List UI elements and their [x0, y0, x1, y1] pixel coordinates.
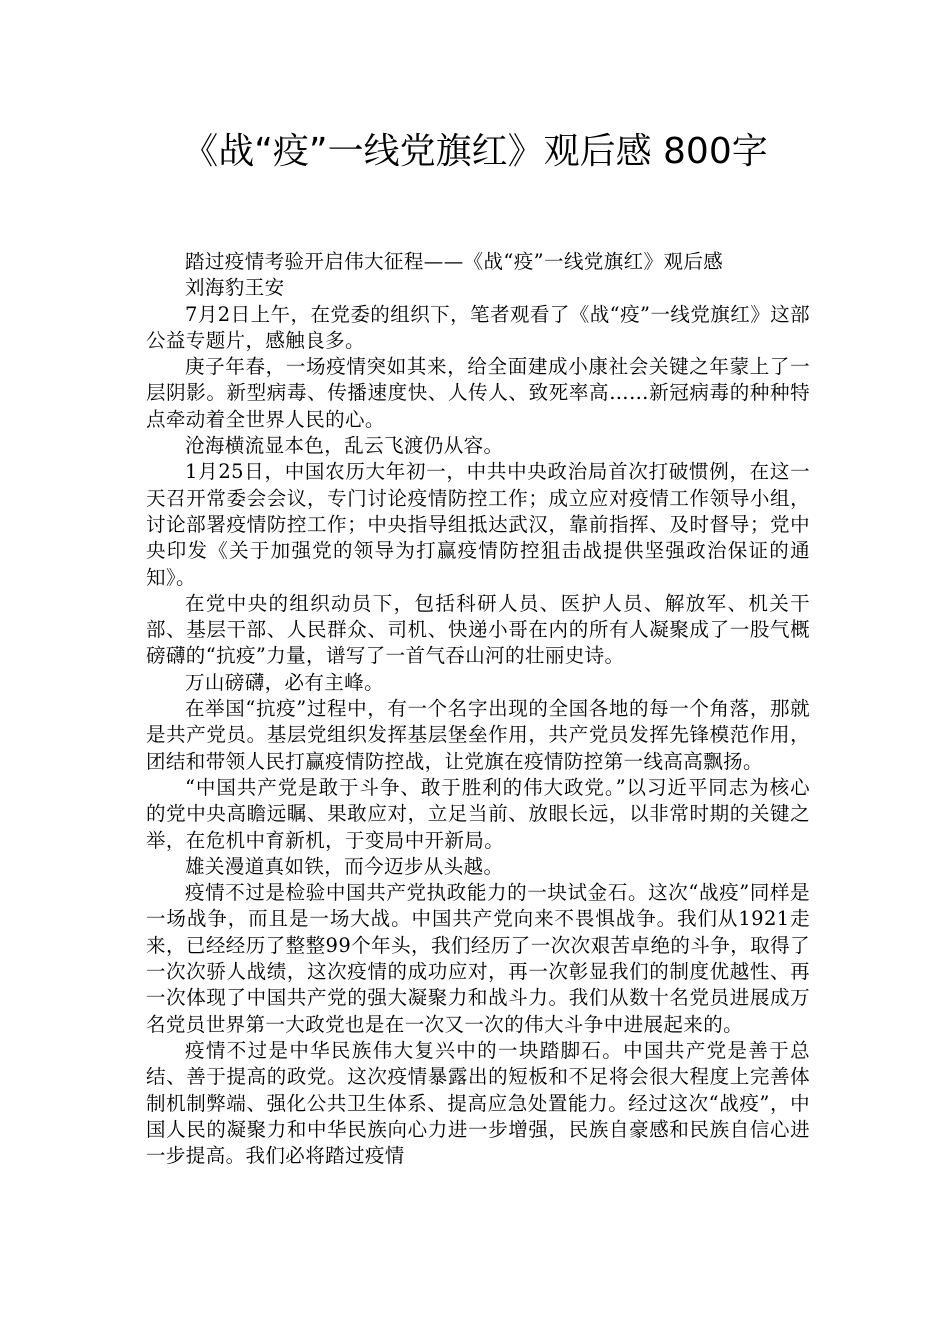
paragraph: 万山磅礴，必有主峰。	[185, 670, 385, 694]
paragraph: “中国共产党是敢于斗争、敢于胜利的伟大政党。”以习近平同志为核心的党中央高瞻远瞩、果敢应对，立足当前、放眼长远，以非常时期的关键之举，在危机中育新机，于变局中开新局。	[146, 775, 810, 852]
document-title: 《战“疫”一线党旗红》观后感 800字	[182, 131, 768, 172]
paragraph-authors: 刘海豹王安	[185, 276, 285, 300]
paragraph: 沧海横流显本色，乱云飞渡仍从容。	[185, 434, 504, 458]
paragraph: 在举国“抗疫”过程中，有一个名字出现的全国各地的每一个角落，那就是共产党员。基层党组织发挥基层堡垒作用，共产党员发挥先锋模范作用，团结和带领人民打赢疫情防控战，让党旗在疫情防控第一线高高飘扬。	[146, 697, 810, 773]
paragraph: 疫情不过是中华民族伟大复兴中的一块踏脚石。中国共产党是善于总结、善于提高的政党。这次疫情暴露出的短板和不足将会很大程度上完善体制机制弊端、强化公共卫生体系、提高应急处置能力。经过这次“战疫”，中国人民的凝聚力和中华民族向心力进一步增强，民族自豪感和民族自信心进一步提高。我们必将踏过疫情	[146, 1038, 810, 1168]
paragraph: 雄关漫道真如铁，而今迈步从头越。	[185, 854, 504, 878]
document-body	[146, 249, 810, 1169]
paragraph: 在党中央的组织动员下，包括科研人员、医护人员、解放军、机关干部、基层干部、人民群众、司机、快递小哥在内的所有人凝聚成了一股气概磅礴的“抗疫”力量，谱写了一首气吞山河的壮丽史诗。	[146, 591, 810, 668]
paragraph: 疫情不过是检验中国共产党执政能力的一块试金石。这次“战疫”同样是一场战争，而且是一场大战。中国共产党向来不畏惧战争。我们从1921走来，已经经历了整整99个年头，我们经历了一次次艰苦卓绝的斗争，取得了一次次骄人战绩，这次疫情的成功应对，再一次彰显我们的制度优越性、再一次体现了中国共产党的强大凝聚力和战斗力。我们从数十名党员进展成万名党员世界第一大政党也是在一次又一次的伟大斗争中进展起来的。	[146, 881, 810, 1036]
paragraph: 庚子年春，一场疫情突如其来，给全面建成小康社会关键之年蒙上了一层阴影。新型病毒、传播速度快、人传人、致死率高……新冠病毒的种种特点牵动着全世界人民的心。	[146, 355, 810, 431]
paragraph: 7月2日上午，在党委的组织下，笔者观看了《战“疫”一线党旗红》这部公益专题片，感触良多。	[146, 302, 810, 352]
paragraph: 1月25日，中国农历大年初一，中共中央政治局首次打破惯例，在这一天召开常委会会议，专门讨论疫情防控工作；成立应对疫情工作领导小组，讨论部署疫情防控工作；中央指导组抵达武汉，靠前指挥、及时督导；党中央印发《关于加强党的领导为打赢疫情防控狙击战提供坚强政治保证的通知》。	[146, 460, 810, 589]
paragraph-subtitle: 踏过疫情考验开启伟大征程——《战“疫”一线党旗红》观后感	[185, 250, 724, 273]
